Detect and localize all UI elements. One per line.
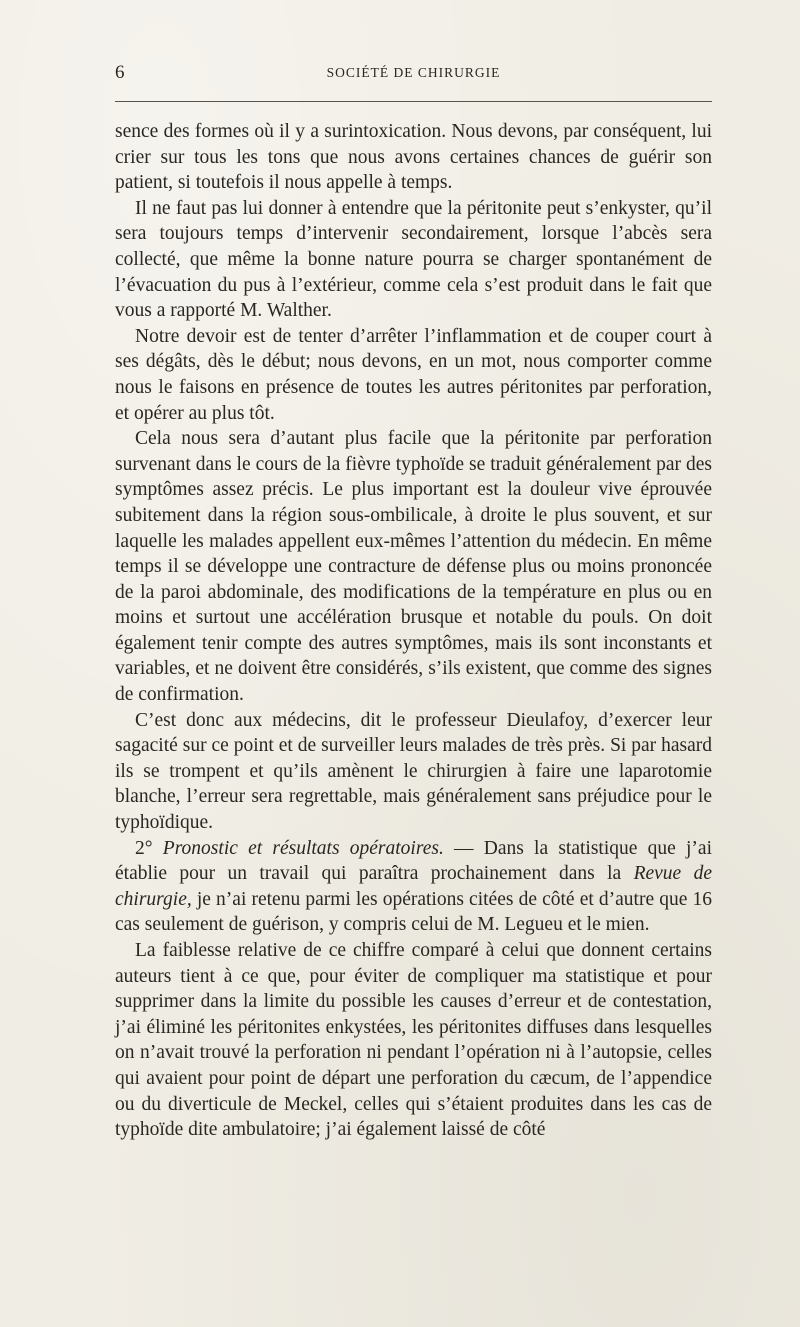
page-header [115,62,712,86]
paragraph-2: Il ne faut pas lui donner à entendre que la péritonite peut s’enkyster, qu’il sera toujours temps d’intervenir secondairement, lorsque l’abcès sera collecté, que même la bonne nature pourra se charger spontanément de l’évacuation du pus à l’extérieur, comme cela s’est produit dans le fait que vous a rapporté M. Walther. [115,197,712,322]
page-number: 6 [115,62,125,83]
body-text [115,119,712,1143]
section-number: 2° [135,837,153,859]
paragraph-1: sence des formes où il y a surintoxication. Nous devons, par conséquent, lui crier sur tous les tons que nous avons certaines chances de guérir son patient, si toutefois il nous appelle à temps. [115,121,712,194]
running-head: SOCIÉTÉ DE CHIRURGIE [326,65,501,80]
paragraph-3: Notre devoir est de tenter d’arrêter l’inflammation et de couper court à ses dégâts, dès le début; nous devons, en un mot, nous comporter comme nous le faisons en présence de toutes les autres péritonites par perforation, et opérer au plus tôt. [115,325,712,424]
header-rule [115,101,712,102]
paragraph-5: C’est donc aux médecins, dit le professeur Dieulafoy, d’exercer leur sagacité sur ce point et de surveiller leurs malades de très près. Si par hasard ils se trompent et qu’ils amènent le chirurgien à faire une laparotomie blanche, l’erreur sera regrettable, mais généralement sans préjudice pour le typhoïdique. [115,709,712,834]
paragraph-4: Cela nous sera d’autant plus facile que la péritonite par perforation survenant dans le cours de la fièvre typhoïde se traduit généralement par des symptômes assez précis. Le plus important est la douleur vive éprouvée subitement dans la région sous-ombilicale, à droite le plus souvent, et sur laquelle les malades appellent eux-mêmes l’attention du médecin. En même temps il se développe une contracture de défense plus ou moins prononcée de la paroi abdominale, des modifications de la température en plus ou en moins et surtout une accélération brusque et notable du pouls. On doit également tenir compte des autres symptômes, mais ils sont inconstants et variables, et ne doivent être considérés, s’ils existent, que comme des signes de confirmation. [115,428,712,706]
section-heading: Pronostic et résultats opératoires. [162,837,444,859]
paragraph-6-text-b: je n’ai retenu parmi les opérations citées de côté et d’autre que 16 cas seulement de guérison, y compris celui de M. Legueu et le mien. [115,888,712,936]
paragraph-7: La faiblesse relative de ce chiffre comparé à celui que donnent certains auteurs tient à ce que, pour éviter de compliquer ma statistique et pour supprimer dans la limite du possible les causes d’erreur et de contestation, j’ai éliminé les péritonites enkystées, les péritonites diffuses dans lesquelles on n’avait trouvé la perforation ni pendant l’opération ni à l’autopsie, celles qui avaient pour point de départ une perforation du cæcum, de l’appendice ou du diverticule de Meckel, celles qui s’étaient produites dans les cas de typhoïde dite ambulatoire; j’ai également laissé de côté [115,940,712,1141]
paragraph-6 [115,836,712,938]
paragraph-6-text-a: — Dans la statistique que j’ai établie pour un travail qui paraîtra prochainement dans la [115,837,712,885]
journal-title: Revue de chirurgie, [115,863,712,910]
